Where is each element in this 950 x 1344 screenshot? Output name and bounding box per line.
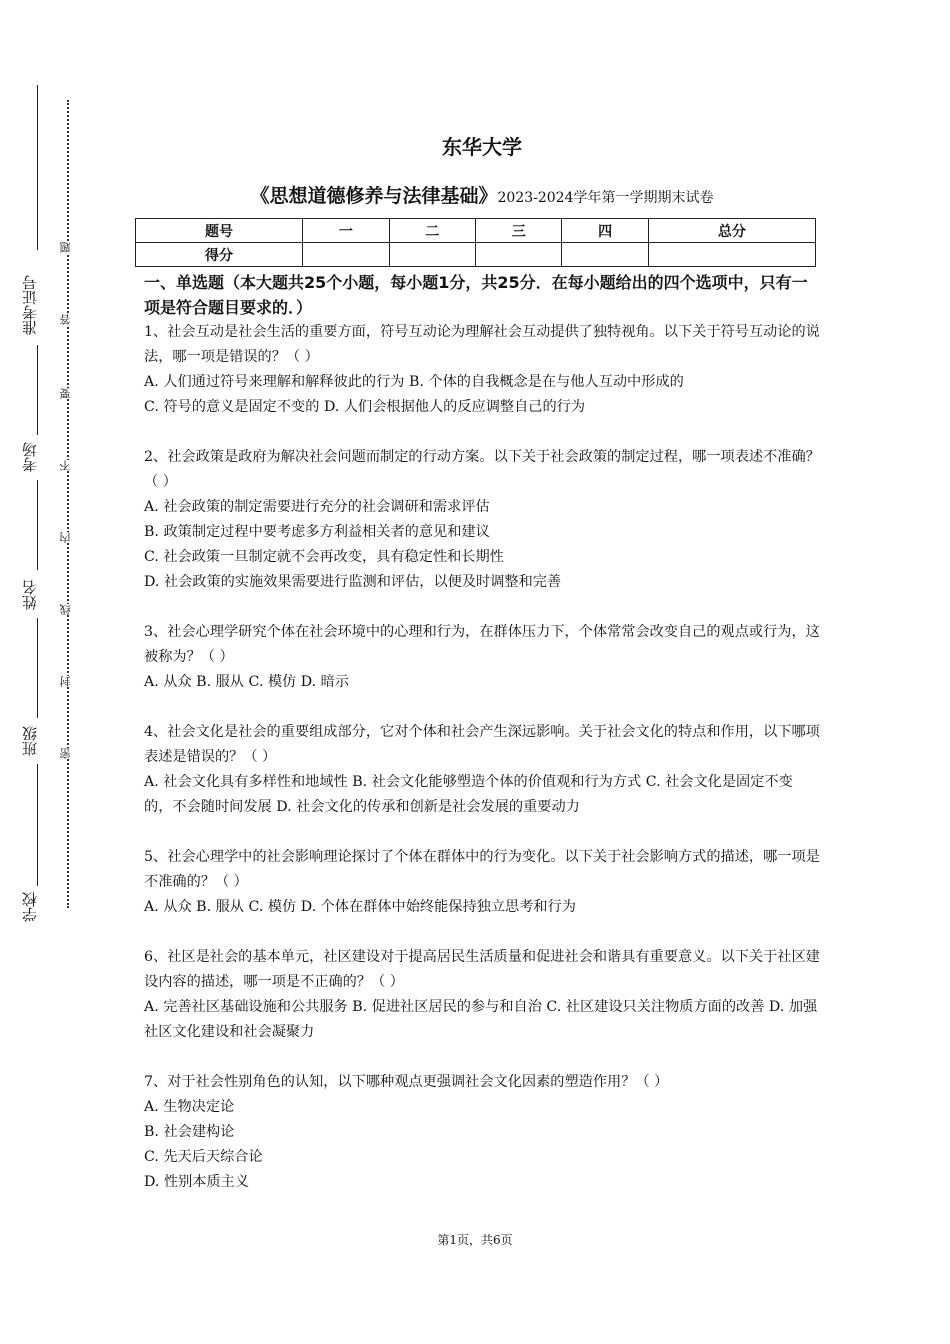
seal-char: 密 [59,748,72,759]
question-option: D. 社会政策的实施效果需要进行监测和评估，以便及时调整和完善 [144,574,562,590]
question-option: A. 人们通过符号来理解和解释彼此的行为 B. 个体的自我概念是在与他人互动中形成的 [144,374,684,390]
question-stem: 4、社会文化是社会的重要组成部分，它对个体和社会产生深远影响。关于社会文化的特点和作用，以下哪项表述是错误的？（ ） [144,724,820,765]
score-table [135,218,816,267]
question-option: C. 符号的意义是固定不变的 D. 人们会根据他人的反应调整自己的行为 [144,399,586,415]
seal-char: 内 [59,532,72,543]
binding-sidebar [0,0,110,1344]
seal-char: 封 [59,676,72,687]
question-stem: 7、对于社会性别角色的认知，以下哪种观点更强调社会文化因素的塑造作用？（ ） [144,1074,669,1090]
question-stem: 6、社区是社会的基本单元，社区建设对于提高居民生活质量和促进社会和谐具有重要意义。以下关于社区建设内容的描述，哪一项是不正确的？（ ） [144,949,820,990]
exam-room-label: 考场 [21,442,39,472]
exam-info: 2023-2024学年第一学期期末试卷 [497,190,714,206]
question-stem: 2、社会政策是政府为解决社会问题而制定的行动方案。以下关于社会政策的制定过程，哪一项表述不准确？（ ） [144,449,820,490]
score-input-cell[interactable] [562,243,648,267]
sidebar-line [37,345,38,435]
question-stem: 3、社会心理学研究个体在社会环境中的心理和行为，在群体压力下，个体常常会改变自己的观点或行为，这被称为？（ ） [144,624,820,665]
table-cell: 一 [303,219,389,243]
sidebar-line [37,85,38,250]
page-footer: 第1页，共6页 [437,1233,513,1247]
score-table-score-row [136,243,816,267]
question-option: A. 从众 B. 服从 C. 模仿 D. 暗示 [144,674,349,690]
score-input-cell[interactable] [475,243,561,267]
score-input-cell[interactable] [303,243,389,267]
question-option: B. 政策制定过程中要考虑多方利益相关者的意见和建议 [144,524,490,540]
question-option: A. 社会文化具有多样性和地域性 B. 社会文化能够塑造个体的价值观和行为方式 C. 社会文化是固定不变的，不会随时间发展 D. 社会文化的传承和创新是社会发展的重要动力 [144,774,793,815]
name-label: 姓名 [21,580,39,610]
sidebar-line [37,764,38,886]
question-option: A. 生物决定论 [144,1099,235,1115]
question-option: C. 社会政策一旦制定就不会再改变，具有稳定性和长期性 [144,549,504,565]
seal-char: 不 [59,460,72,471]
question-section [144,270,820,1220]
class-label: 班级 [21,726,39,756]
question-item [144,445,820,595]
table-cell: 四 [562,219,648,243]
score-input-cell[interactable] [648,243,815,267]
exam-id-label: 准考证号 [21,275,39,335]
question-stem: 1、社会互动是社会生活的重要方面，符号互动论为理解社会互动提供了独特视角。以下关于符号互动论的说法，哪一项是错误的？（ ） [144,324,820,365]
question-item [144,320,820,420]
table-cell: 三 [475,219,561,243]
sidebar-line [37,618,38,718]
score-table-header-row [136,219,816,243]
question-option: A. 从众 B. 服从 C. 模仿 D. 个体在群体中始终能保持独立思考和行为 [144,899,576,915]
section-heading: 一、单选题（本大题共25个小题，每小题1分，共25分．在每小题给出的四个选项中，只有一项是符合题目要求的．） [144,273,808,317]
sidebar-line [37,480,38,570]
table-cell: 得分 [136,243,303,267]
seal-char: 线 [59,604,72,615]
question-option: D. 性别本质主义 [144,1174,250,1190]
question-stem: 5、社会心理学中的社会影响理论探讨了个体在群体中的行为变化。以下关于社会影响方式的描述，哪一项是不准确的？（ ） [144,849,820,890]
question-item [144,1070,820,1195]
table-cell: 题号 [136,219,303,243]
school-name: 东华大学 [442,135,522,159]
exam-title [144,181,820,208]
seal-char: 题 [59,242,72,253]
seal-char: 要 [59,388,72,399]
question-item [144,845,820,920]
question-item [144,620,820,695]
question-option: A. 社会政策的制定需要进行充分的社会调研和需求评估 [144,499,490,515]
score-input-cell[interactable] [389,243,475,267]
question-option: B. 社会建构论 [144,1124,235,1140]
seal-dotted-line [67,100,69,908]
seal-char: 答 [59,314,72,325]
question-item [144,720,820,820]
question-item [144,945,820,1045]
question-option: A. 完善社区基础设施和公共服务 B. 促进社区居民的参与和自治 C. 社区建设只关注物质方面的改善 D. 加强社区文化建设和社会凝聚力 [144,999,818,1040]
table-cell: 总分 [648,219,815,243]
school-label: 学校 [21,892,39,922]
table-cell: 二 [389,219,475,243]
course-title: 《思想道德修养与法律基础》 [250,185,498,207]
question-option: C. 先天后天综合论 [144,1149,263,1165]
